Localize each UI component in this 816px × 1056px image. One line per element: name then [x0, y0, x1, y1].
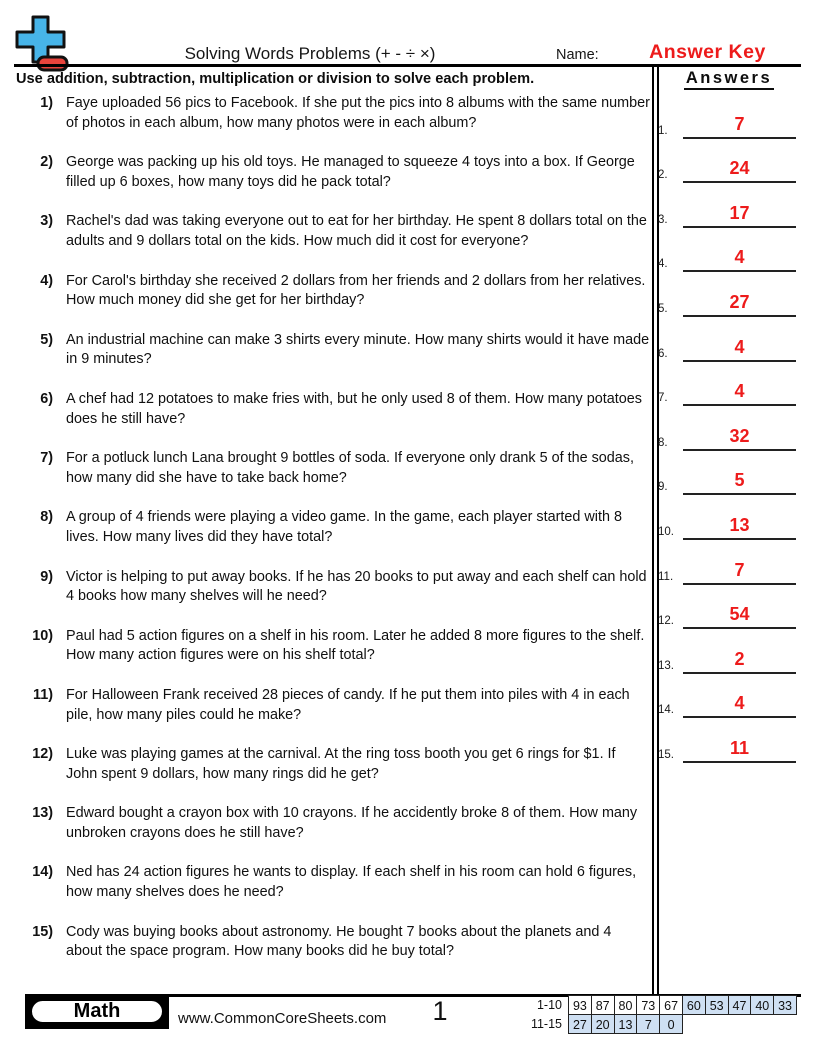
page-title: Solving Words Problems (+ - ÷ ×): [184, 44, 436, 63]
answer-number: 2.: [658, 169, 668, 182]
answer-number: 6.: [658, 347, 668, 360]
answer-number: 13.: [658, 659, 674, 672]
answer-number: 3.: [658, 213, 668, 226]
answer-row: [655, 276, 801, 321]
answer-value: 5: [734, 470, 745, 491]
answer-row: [655, 544, 801, 589]
problem-row: [16, 153, 650, 212]
answer-number: 8.: [658, 436, 668, 449]
answer-value: 27: [729, 291, 750, 312]
answer-value: 2: [734, 648, 745, 669]
problem-number: 3): [40, 213, 53, 230]
answer-line: [683, 672, 796, 674]
answer-line: [683, 761, 796, 763]
score-cell: 7: [636, 1014, 660, 1034]
problem-row: [16, 745, 650, 804]
score-row-11-15: [520, 1014, 797, 1034]
answer-number: 5.: [658, 302, 668, 315]
problem-row: [16, 923, 650, 982]
problem-text: For a potluck lunch Lana brought 9 bottles of soda. If everyone only drank 5 of the sodas, how many did she have to take back home?: [66, 450, 634, 486]
problem-number: 11): [32, 686, 53, 703]
problem-number: 8): [40, 509, 53, 526]
page-number: 1: [432, 996, 448, 1026]
answer-line: [683, 538, 796, 540]
problem-text: Faye uploaded 56 pics to Facebook. If she put the pics into 8 albums with the same number of photos in each album, how many photos were in each album?: [66, 95, 650, 131]
answer-value: 4: [734, 247, 745, 268]
score-cell: 67: [659, 995, 683, 1015]
problem-number: 12): [32, 746, 53, 763]
answer-line: [683, 493, 796, 495]
problem-number: 5): [40, 331, 53, 348]
score-cell: 27: [568, 1014, 592, 1034]
problem-text: Victor is helping to put away books. If he has 20 books to put away and each shelf can hold 4 books how many shelves will he need?: [66, 568, 647, 605]
subject-badge: [25, 994, 169, 1029]
score-row-label: 1-10: [536, 998, 562, 1012]
answer-line: [683, 226, 796, 228]
answer-row: [655, 633, 801, 678]
answer-row: [655, 410, 801, 455]
answer-value: 24: [729, 158, 750, 179]
problem-number: 4): [40, 272, 53, 289]
answer-row: [655, 366, 801, 411]
problem-row: [16, 627, 650, 686]
problem-text: Luke was playing games at the carnival. At the ring toss booth you get 6 rings for $1. If John spent 9 dollars, how many rings did he get?: [66, 746, 616, 782]
answer-key-label: Answer Key: [649, 41, 766, 63]
answer-row: [655, 143, 801, 188]
score-cell: 47: [728, 995, 752, 1015]
answer-line: [683, 137, 796, 139]
answer-row: [655, 187, 801, 232]
problem-text: A group of 4 friends were playing a video game. In the game, each player started with 8 lives. How many lives did they have total?: [66, 509, 622, 546]
score-cell: 93: [568, 995, 592, 1015]
header-divider: [14, 64, 801, 67]
answer-number: 12.: [658, 615, 674, 628]
website-url: www.CommonCoreSheets.com: [178, 1010, 387, 1027]
problem-text: Paul had 5 action figures on a shelf in his room. Later he added 8 more figures to the shelf. How many action figures were on his shelf total?: [66, 627, 645, 664]
answer-number: 1.: [658, 124, 668, 137]
problem-number: 14): [32, 864, 53, 881]
problem-text: Ned has 24 action figures he wants to display. If each shelf in his room can hold 6 figures, how many shelves does he need?: [66, 864, 637, 901]
answer-line: [683, 404, 796, 406]
answer-row: [655, 499, 801, 544]
problem-number: 2): [40, 154, 53, 171]
answer-number: 7.: [658, 392, 668, 405]
answer-number: 4.: [658, 258, 668, 271]
answers-list: [655, 98, 801, 767]
answer-row: [655, 678, 801, 723]
answer-value: 7: [734, 559, 745, 580]
subject-label: Math: [29, 998, 165, 1025]
score-cell: 53: [705, 995, 729, 1015]
name-label: Name:: [556, 47, 599, 63]
answer-line: [683, 360, 796, 362]
answers-heading-text: Answers: [684, 69, 774, 90]
problem-row: [16, 390, 650, 449]
answer-value: 7: [734, 113, 745, 134]
problem-row: [16, 863, 650, 922]
problem-row: [16, 272, 650, 331]
problem-number: 15): [32, 923, 53, 940]
problem-text: For Halloween Frank received 28 pieces of candy. If he put them into piles with 4 in each pile, how many piles could he make?: [66, 686, 630, 723]
answer-value: 4: [734, 381, 745, 402]
answer-value: 4: [734, 336, 745, 357]
answer-value: 17: [729, 202, 750, 223]
score-cell: 87: [591, 995, 615, 1015]
score-cell: 0: [659, 1014, 683, 1034]
answer-row: [655, 232, 801, 277]
score-cell: 20: [591, 1014, 615, 1034]
problem-row: [16, 508, 650, 567]
problem-number: 10): [32, 627, 53, 644]
problem-number: 9): [40, 568, 53, 585]
answer-row: [655, 455, 801, 500]
problem-text: For Carol's birthday she received 2 dollars from her friends and 2 dollars from her relatives. How much money did she get for her birthday?: [66, 272, 646, 309]
answer-line: [683, 716, 796, 718]
answer-row: [655, 98, 801, 143]
problem-row: [16, 804, 650, 863]
answer-number: 15.: [658, 748, 674, 761]
answers-heading: [662, 69, 796, 88]
score-cell: 60: [682, 995, 706, 1015]
problems-list: [16, 94, 650, 982]
answer-number: 9.: [658, 481, 668, 494]
answer-value: 54: [729, 604, 750, 625]
answer-line: [683, 627, 796, 629]
answer-line: [683, 181, 796, 183]
answer-line: [683, 583, 796, 585]
problem-number: 6): [40, 390, 53, 407]
score-cell: 40: [750, 995, 774, 1015]
problem-row: [16, 686, 650, 745]
answer-row: [655, 589, 801, 634]
answer-value: 13: [729, 514, 750, 535]
problem-text: George was packing up his old toys. He managed to squeeze 4 toys into a box. If George filled up 6 boxes, how many toys did he pack total?: [66, 154, 635, 190]
problem-row: [16, 94, 650, 153]
problem-number: 1): [40, 95, 53, 111]
problem-number: 7): [40, 450, 53, 467]
problem-text: Rachel's dad was taking everyone out to eat for her birthday. He spent 8 dollars total on the adults and 9 dollars total on the kids. How much did it cost for everyone?: [66, 213, 647, 250]
answer-value: 32: [729, 425, 750, 446]
answer-row: [655, 722, 801, 767]
score-cell: 73: [636, 995, 660, 1015]
problem-row: [16, 568, 650, 627]
answer-value: 11: [729, 737, 750, 758]
problem-text: Cody was buying books about astronomy. He bought 7 books about the planets and 4 about the space program. How many books did he buy total?: [66, 923, 612, 960]
answer-line: [683, 315, 796, 317]
answer-number: 14.: [658, 704, 674, 717]
score-row-1-10: [520, 995, 797, 1015]
score-table: [520, 995, 797, 1034]
problem-row: [16, 212, 650, 271]
problem-row: [16, 449, 650, 508]
problem-row: [16, 331, 650, 390]
answer-value: 4: [734, 693, 745, 714]
score-cell: 13: [614, 1014, 638, 1034]
score-row-label: 11-15: [530, 1017, 562, 1031]
score-cell: 80: [614, 995, 638, 1015]
answer-line: [683, 449, 796, 451]
instruction-text: Use addition, subtraction, multiplication or division to solve each problem.: [16, 71, 535, 87]
problem-text: A chef had 12 potatoes to make fries with, but he only used 8 of them. How many potatoes does he still have?: [66, 390, 642, 427]
problem-number: 13): [32, 805, 53, 822]
problem-text: Edward bought a crayon box with 10 crayons. If he accidently broke 8 of them. How many unbroken crayons does he still have?: [66, 805, 638, 841]
problem-text: An industrial machine can make 3 shirts every minute. How many shirts would it have made in 9 minutes?: [66, 331, 650, 368]
answer-number: 11.: [658, 570, 674, 583]
score-cell: 33: [773, 995, 797, 1015]
answer-line: [683, 270, 796, 272]
answer-row: [655, 321, 801, 366]
answer-number: 10.: [658, 525, 674, 538]
